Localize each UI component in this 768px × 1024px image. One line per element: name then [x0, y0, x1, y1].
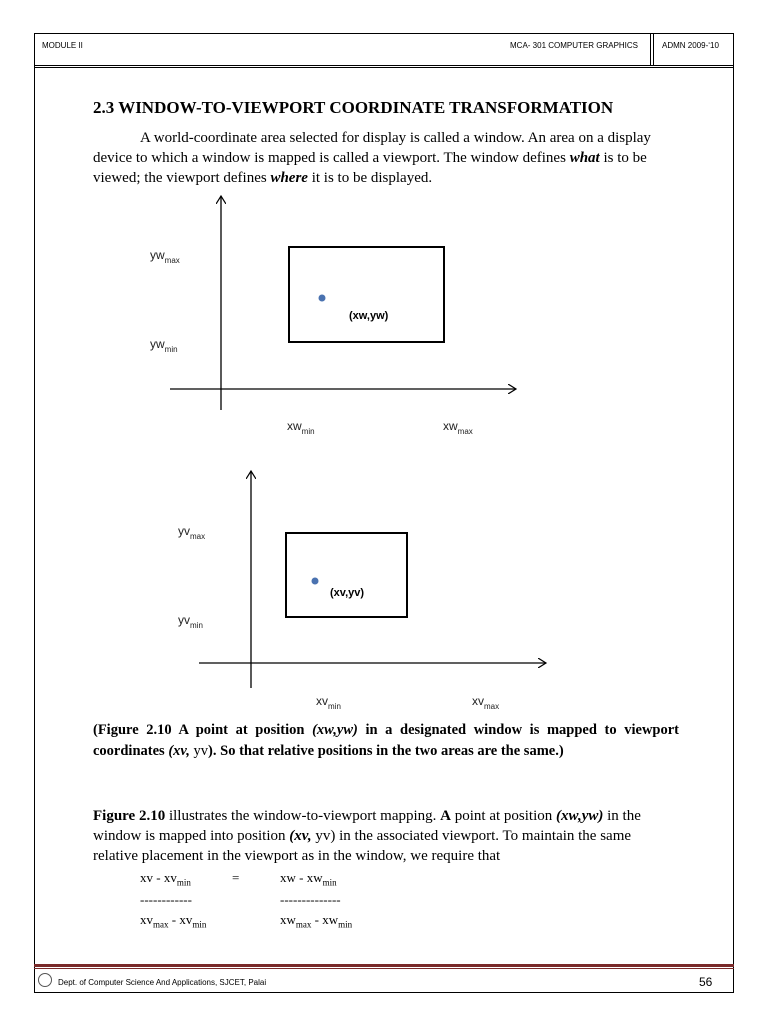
viewport-ymin-label: $yv_{min}$ [178, 613, 203, 630]
caption-text-3: ). So that relative positions in the two areas are the same.) [208, 743, 564, 759]
eq-rhs-numerator: xw - $xw_{min}$ [280, 870, 337, 888]
footer-department: Dept. of Computer Science And Applications, SJCET, Palai [58, 978, 267, 987]
eq-rhs-denominator: $xw_{max} - xw_{min}$ [280, 912, 353, 930]
window-figure [150, 196, 516, 436]
intro-text-3: it is to be displayed. [307, 170, 433, 186]
caption-xv: (xv, [168, 743, 190, 759]
eq-rhs-bar: -------------- [280, 892, 341, 907]
eq-equals: = [232, 870, 240, 885]
section-title: 2.3 WINDOW-TO-VIEWPORT COORDINATE TRANSFORMATION [93, 98, 614, 117]
mapping-text-2: point at position [451, 808, 557, 824]
footer-rule [34, 964, 734, 967]
page-number: 56 [699, 975, 713, 989]
eq-lhs-bar: ------------ [140, 892, 192, 907]
viewport-xmin-label: $xv_{min}$ [316, 694, 341, 711]
figure-caption [93, 720, 679, 762]
intro-text-1: A world-coordinate area selected for display is called a window. An area on a display device to which a window is mapped is called a viewport. The window defines [93, 130, 651, 166]
viewport-figure [178, 471, 546, 711]
window-point [319, 295, 326, 302]
header-batch: ADMN 2009-‘10 [662, 41, 719, 50]
window-xmin-label: $xw_{min}$ [287, 419, 315, 436]
intro-text-2: is to be viewed; the viewport defines [93, 150, 647, 186]
window-rectangle [289, 247, 444, 342]
mapping-text-1: illustrates the window-to-viewport mapping. [165, 808, 441, 824]
viewport-rectangle [286, 533, 407, 617]
mapping-xv: (xv, [289, 828, 312, 844]
viewport-point-label: (xv,yv) [330, 587, 365, 599]
window-ymin-label: $yw_{min}$ [150, 337, 178, 354]
window-ymax-label: $yw_{max}$ [150, 248, 180, 265]
header-course: MCA- 301 COMPUTER GRAPHICS [510, 41, 639, 50]
mapping-paragraph [93, 806, 679, 866]
header-module: MODULE II [42, 41, 83, 50]
caption-text-2: in a designated window is mapped to viewport coordinates [93, 722, 680, 759]
mapping-bold-a: A [440, 808, 452, 824]
mapping-xw-yw: (xw,yw) [556, 808, 604, 824]
caption-yv: yv [189, 743, 209, 759]
viewport-point [312, 578, 319, 585]
viewport-xmax-label: $xv_{max}$ [472, 694, 500, 711]
eq-lhs-numerator: xv - $xv_{min}$ [140, 870, 191, 888]
window-point-label: (xw,yw) [349, 310, 389, 322]
footer-rule-thin [34, 968, 734, 969]
viewport-ymax-label: $yv_{max}$ [178, 524, 206, 541]
eq-lhs-denominator: $xv_{max} - xv_{min}$ [140, 912, 207, 930]
caption-xw-yw: (xw,yw) [312, 722, 358, 738]
college-logo-icon [38, 973, 52, 987]
caption-text-1: (Figure 2.10 A point at position [93, 722, 313, 738]
mapping-text-4: yv) in the associated viewport. To maintain the same relative placement in the viewport as in the window, we require that [93, 828, 632, 864]
figure-reference: Figure 2.10 [93, 808, 166, 824]
window-xmax-label: $xw_{max}$ [443, 419, 473, 436]
mapping-text-3: in the window is mapped into position [93, 808, 641, 844]
intro-what: what [569, 150, 600, 166]
intro-where: where [270, 170, 308, 186]
